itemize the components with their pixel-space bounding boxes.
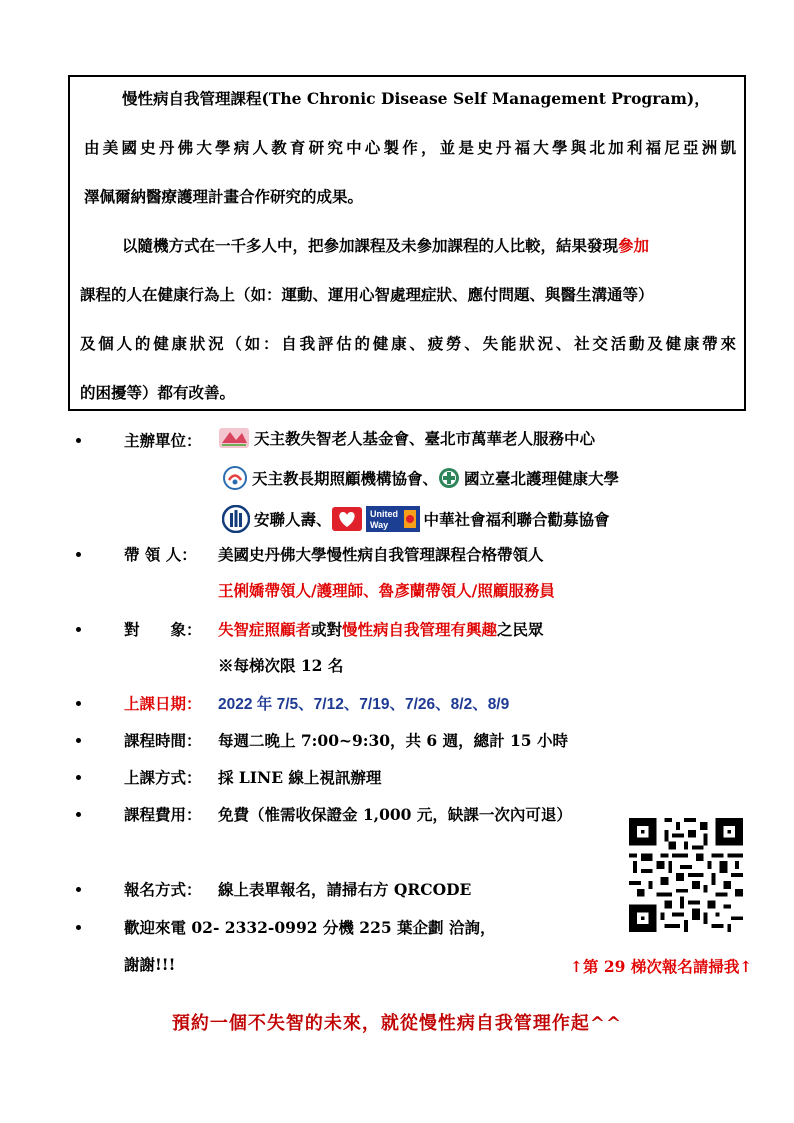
- dates-label: 上課日期：: [124, 694, 202, 713]
- bullet-fee: [76, 812, 81, 817]
- bullet-method: [76, 775, 81, 780]
- dates-value: 2022 年 7/5、7/12、7/19、7/26、8/2、8/9: [218, 696, 510, 713]
- signup-label: 報名方式：: [124, 880, 202, 899]
- organizer-line-3-fund: 中華社會福利聯合勸募協會: [423, 510, 610, 529]
- target-mid: 或對: [311, 620, 343, 639]
- method-value: 採 LINE 線上視訊辦理: [218, 768, 382, 787]
- method-label: 上課方式：: [124, 768, 202, 787]
- leader-line-1: 美國史丹佛大學慢性病自我管理課程合格帶領人: [218, 545, 544, 564]
- intro-line-3: 澤佩爾納醫療護理計畫合作研究的成果。: [84, 187, 364, 206]
- bullet-organizer: [76, 438, 81, 443]
- intro-box: [68, 75, 746, 411]
- target-label: 對 象：: [124, 620, 202, 639]
- svg-text:United: United: [369, 509, 398, 519]
- intro-line-2: 由美國史丹佛大學病人教育研究中心製作，並是史丹福大學與北加利福尼亞洲凱: [84, 138, 736, 157]
- intro-line-5: 課程的人在健康行為上（如：運動、運用心智處理症狀、應付問題、與醫生溝通等）: [80, 285, 654, 304]
- organizer-line-1: [218, 427, 595, 453]
- bullet-leader: [76, 552, 81, 557]
- time-label: 課程時間：: [124, 731, 202, 750]
- intro-line-6: 及個人的健康狀況（如：自我評估的健康、疲勞、失能狀況、社交活動及健康帶來: [80, 334, 736, 353]
- fee-value: 免費（惟需收保證金 1,000 元，缺課一次內可退）: [218, 805, 572, 824]
- signup-value: 線上表單報名，請掃右方 QRCODE: [218, 880, 472, 899]
- target-line: [218, 618, 544, 640]
- organizer-line-3: [222, 505, 610, 537]
- contact-thanks: 謝謝!!!: [124, 955, 176, 974]
- united-way-heart-logo: [332, 507, 362, 535]
- footer-slogan: 預約一個不失智的未來，就從慢性病自我管理作起^^: [171, 1013, 623, 1034]
- target-interest: 慢性病自我管理有興趣: [342, 620, 498, 639]
- fee-label: 課程費用：: [124, 805, 202, 824]
- intro-line-4: [80, 234, 736, 256]
- bullet-signup: [76, 887, 81, 892]
- time-value: 每週二晚上 7:00~9:30，共 6 週，總計 15 小時: [218, 731, 568, 750]
- bullet-contact: [76, 925, 81, 930]
- contact-value: 歡迎來電 02- 2332-0992 分機 225 葉企劃 洽詢，: [124, 918, 496, 937]
- intro-line-1: 慢性病自我管理課程(The Chronic Disease Self Management Program)，: [122, 89, 710, 108]
- united-way-logo: [366, 506, 420, 536]
- allianz-logo: [222, 505, 250, 537]
- bullet-target: [76, 627, 81, 632]
- signup-qr-code[interactable]: [629, 818, 743, 932]
- leader-label: 帶 領 人：: [124, 545, 197, 564]
- target-note: ※每梯次限 12 名: [218, 656, 344, 675]
- organizer-label: 主辦單位：: [124, 431, 202, 450]
- bullet-dates: [76, 701, 81, 706]
- organizer-line-3-text: 安聯人壽、: [254, 510, 332, 529]
- organizer-line-2: [222, 465, 619, 495]
- organizer-line-2-school: 國立臺北護理健康大學: [464, 469, 620, 488]
- bullet-time: [76, 738, 81, 743]
- svg-text:Way: Way: [369, 520, 388, 530]
- organizer-line-1-text: 天主教失智老人基金會、臺北市萬華老人服務中心: [254, 429, 596, 448]
- leader-line-2: 王俐嬌帶領人/護理師、魯彥蘭帶領人/照顧服務員: [218, 581, 555, 600]
- dementia-foundation-logo: [218, 427, 250, 453]
- organizer-line-2-text: 天主教長期照顧機構協會、: [252, 469, 439, 488]
- qr-caption: ↑第 29 梯次報名請掃我↑: [570, 957, 753, 976]
- target-end: 之民眾: [497, 620, 544, 639]
- nursing-university-logo: [438, 467, 460, 493]
- intro-line-7: 的困擾等）都有改善。: [80, 383, 236, 402]
- intro-line-4-highlight: 參加: [618, 236, 650, 255]
- long-term-care-association-logo: [222, 465, 248, 495]
- target-caregiver: 失智症照顧者: [218, 620, 312, 639]
- intro-line-4-text: 以隨機方式在一千多人中，把參加課程及未參加課程的人比較，結果發現: [122, 236, 619, 255]
